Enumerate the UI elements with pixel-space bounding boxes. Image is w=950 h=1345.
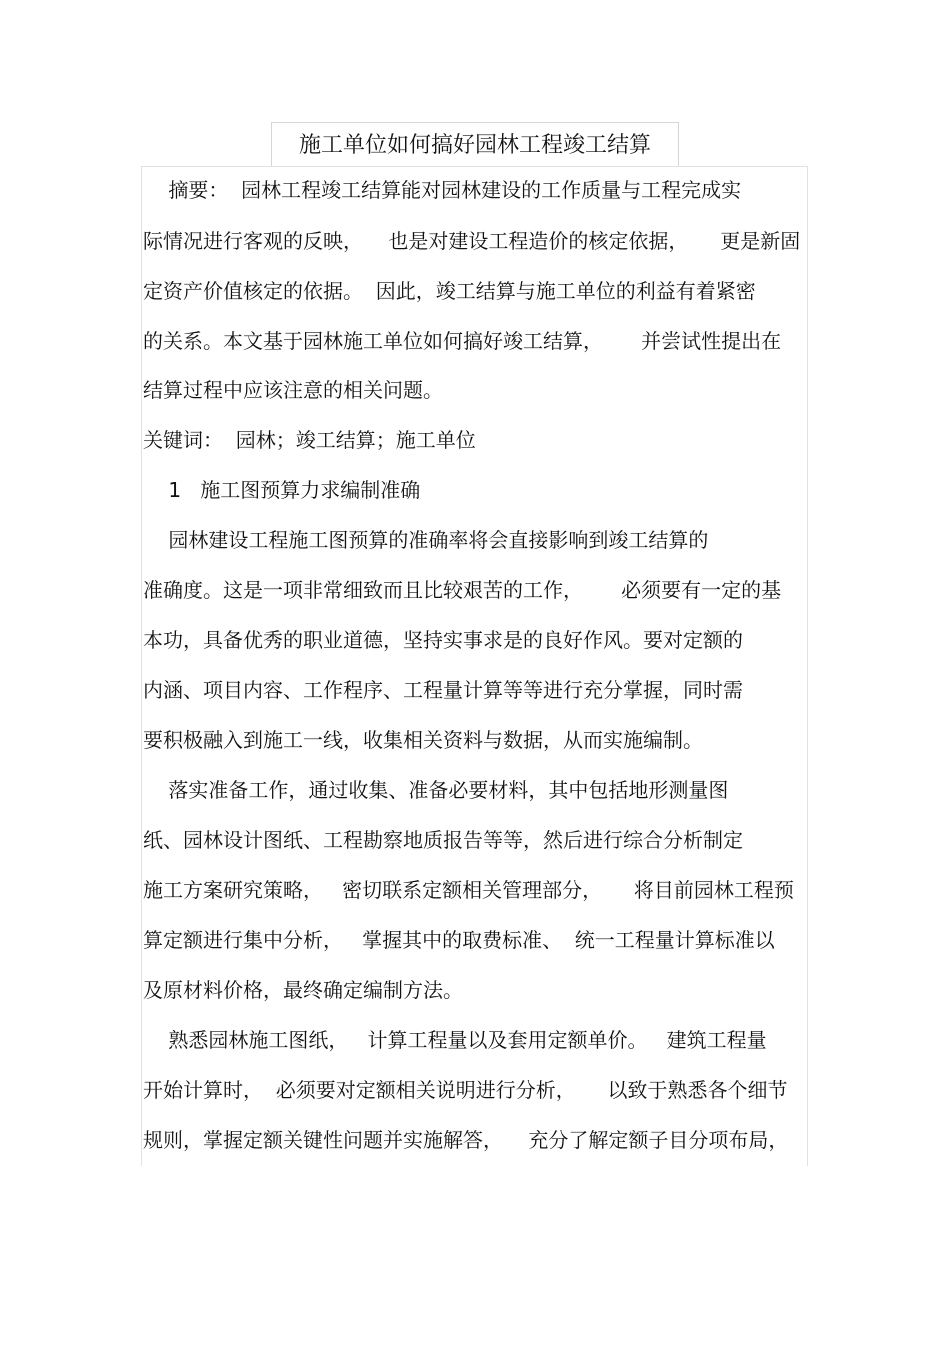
text-line: 园林建设工程施工图预算的准确率将会直接影响到竣工结算的: [143, 528, 709, 552]
text-line: 施工方案研究策略， 密切联系定额相关管理部分， 将目前园林工程预: [143, 878, 794, 902]
text-line: 熟悉园林施工图纸， 计算工程量以及套用定额单价。 建筑工程量: [143, 1028, 767, 1052]
text-line: 及原材料价格，最终确定编制方法。: [143, 978, 463, 1002]
text-line: 摘要： 园林工程竣工结算能对园林建设的工作质量与工程完成实: [143, 178, 742, 202]
text-line: 纸、园林设计图纸、工程勘察地质报告等等，然后进行综合分析制定: [143, 828, 743, 852]
text-line: 落实准备工作，通过收集、准备必要材料，其中包括地形测量图: [143, 778, 729, 802]
text-line: 规则，掌握定额关键性问题并实施解答， 充分了解定额子目分项布局，: [143, 1128, 789, 1152]
text-line: 的关系。本文基于园林施工单位如何搞好竣工结算， 并尝试性提出在: [143, 329, 782, 353]
content-frame: [141, 166, 808, 1166]
keywords-line: 关键词： 园林；竣工结算；施工单位: [143, 428, 476, 452]
text-line: 算定额进行集中分析， 掌握其中的取费标准、 统一工程量计算标准以: [143, 928, 775, 952]
text-line: 结算过程中应该注意的相关问题。: [143, 378, 443, 402]
section-heading: 1 施工图预算力求编制准确: [143, 478, 421, 502]
text-line: 要积极融入到施工一线，收集相关资料与数据，从而实施编制。: [143, 728, 703, 752]
text-line: 开始计算时， 必须要对定额相关说明进行分析， 以致于熟悉各个细节: [143, 1078, 788, 1102]
document-title: 施工单位如何搞好园林工程竣工结算: [298, 133, 651, 158]
text-line: 定资产价值核定的依据。 因此，竣工结算与施工单位的利益有着紧密: [143, 279, 756, 303]
text-line: 本功，具备优秀的职业道德，坚持实事求是的良好作风。要对定额的: [143, 628, 743, 652]
text-line: 内涵、项目内容、工作程序、工程量计算等等进行充分掌握，同时需: [143, 678, 743, 702]
text-line: 际情况进行客观的反映， 也是对建设工程造价的核定依据， 更是新固: [143, 229, 801, 253]
text-line: 准确度。这是一项非常细致而且比较艰苦的工作， 必须要有一定的基: [143, 578, 782, 602]
